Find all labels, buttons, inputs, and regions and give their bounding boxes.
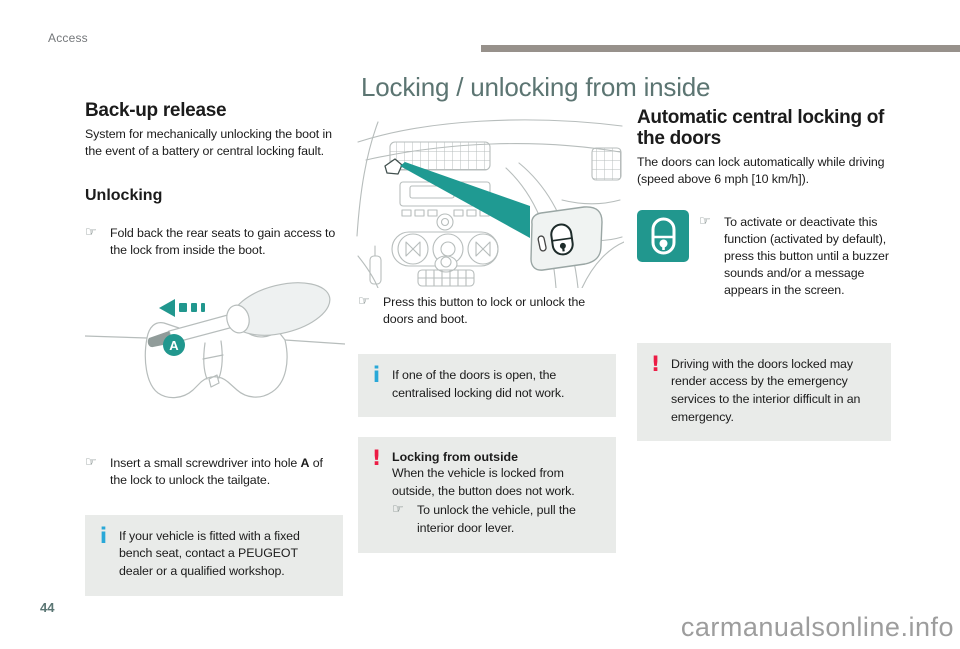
info-icon: i [372,362,381,387]
left-column [85,101,343,596]
center-column [358,106,616,553]
right-column [637,108,891,441]
instruction-step [358,294,616,328]
hole-a-ref: A [300,455,310,470]
warning-heading: Locking from outside [392,450,518,465]
lock-button-detail [531,207,602,270]
watermark: carmanualsonline.info [680,612,954,642]
hole-a-label [163,334,185,356]
step-text: To unlock the vehicle, pull the interior door lever. [417,503,576,536]
arrow-left-icon [159,299,205,317]
page-number: 44 [40,600,55,615]
warning-icon: ! [650,351,661,376]
pointer-hand-icon: ☞ [85,224,97,240]
pointer-hand-icon: ☞ [699,213,711,229]
note-text: If your vehicle is fitted with a fixed bench seat, contact a PEUGEOT dealer or a qualified workshop. [119,528,300,579]
pointer-hand-icon: ☞ [392,502,404,518]
pointer-hand-icon: ☞ [85,454,97,470]
header-rule [481,45,960,52]
warning-note [637,343,891,441]
warning-icon: ! [371,446,382,471]
pointer-hand-icon: ☞ [358,294,370,309]
instruction-step [699,214,891,299]
step-text: To activate or deactivate this function (activated by default), press this button until a buzzer sounds and/or a message appears in the screen. [724,214,889,297]
dashboard-lock-button-illustration [356,106,624,288]
breadcrumb-section-label: Access [48,31,88,45]
step-text: Insert a small screwdriver into hole A of the lock to unlock the tailgate. [110,455,323,487]
label-a: A [169,337,179,353]
callout-beam [400,162,530,238]
info-note [85,515,343,596]
backup-release-intro: System for mechanically unlocking the boot in the event of a battery or central locking fault. [85,126,332,158]
central-locking-button-icon [637,210,689,262]
lock-button-instruction [637,210,891,299]
step-text: Press this button to lock or unlock the doors and boot. [383,295,586,326]
boot-lock-illustration [85,271,345,449]
section-heading-backup-release: Back-up release [85,100,227,121]
info-icon: i [99,523,108,548]
info-note [358,354,616,417]
section-heading-auto-central-locking: Automatic central locking of the doors [637,107,885,149]
warning-text: When the vehicle is locked from outside, the button does not work. [392,466,575,498]
instruction-step [85,455,343,489]
warning-note [358,437,616,552]
subsection-heading-unlocking: Unlocking [85,186,163,204]
step-text: Fold back the rear seats to gain access to the lock from inside the boot. [110,225,336,257]
page-title: Locking / unlocking from inside [361,72,711,102]
note-text: If one of the doors is open, the centralised locking did not work. [392,367,565,400]
auto-locking-intro: The doors can lock automatically while driving (speed above 6 mph [10 km/h]). [637,154,885,186]
instruction-step [392,502,606,537]
warning-text: Driving with the doors locked may render access by the emergency services to the interior difficult in an emergency. [671,356,861,424]
instruction-step [85,225,343,259]
